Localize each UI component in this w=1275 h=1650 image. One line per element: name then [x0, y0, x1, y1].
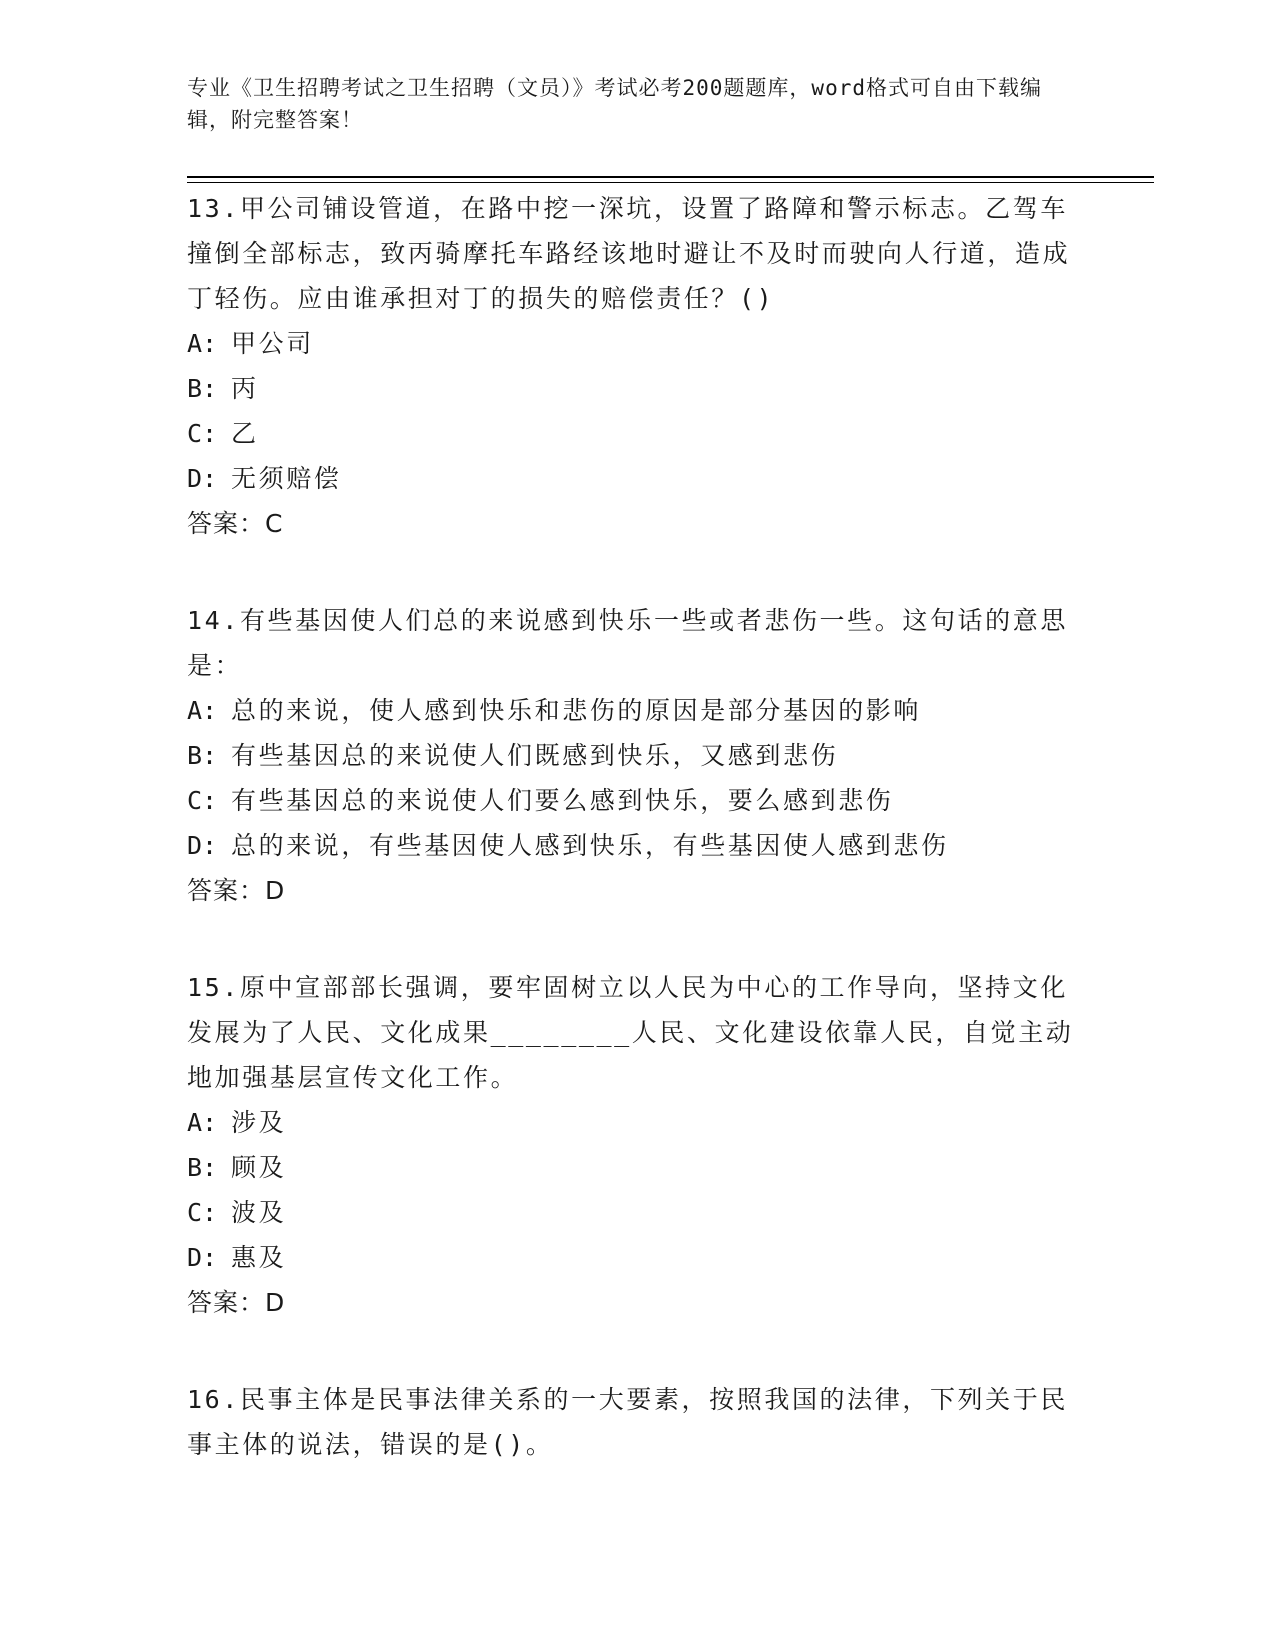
- option-text: 甲公司: [231, 329, 314, 358]
- option-list: [187, 321, 1077, 501]
- question-list: [187, 186, 1077, 1519]
- option-text: 有些基因总的来说使人们既感到快乐，又感到悲伤: [231, 741, 839, 770]
- option-d: [187, 1235, 1077, 1280]
- option-text: 惠及: [231, 1243, 287, 1272]
- question-stem: 13.甲公司铺设管道，在路中挖一深坑，设置了路障和警示标志。乙驾车撞倒全部标志，致丙骑摩托车路经该地时避让不及时而驶向人行道，造成丁轻伤。应由谁承担对丁的损失的赔偿责任？(): [187, 194, 1071, 313]
- option-key: A:: [187, 329, 218, 358]
- answer-line: 答案：D: [187, 876, 286, 905]
- option-text: 涉及: [231, 1108, 287, 1137]
- answer-line: 答案：D: [187, 1288, 286, 1317]
- answer-line: 答案：C: [187, 509, 284, 538]
- option-text: 总的来说，使人感到快乐和悲伤的原因是部分基因的影响: [231, 696, 922, 725]
- option-text: 无须赔偿: [231, 464, 342, 493]
- option-b: [187, 1145, 1077, 1190]
- option-a: [187, 1100, 1077, 1145]
- option-a: [187, 321, 1077, 366]
- question-16: [187, 1377, 1077, 1467]
- option-b: [187, 366, 1077, 411]
- header-divider-thin: [187, 182, 1154, 183]
- option-key: B:: [187, 1153, 218, 1182]
- option-list: [187, 688, 1077, 868]
- option-key: A:: [187, 696, 218, 725]
- option-key: C:: [187, 419, 218, 448]
- question-14: [187, 598, 1077, 913]
- option-text: 有些基因总的来说使人们要么感到快乐，要么感到悲伤: [231, 786, 894, 815]
- header-divider-thick: [187, 176, 1154, 178]
- question-15: [187, 965, 1077, 1325]
- option-d: [187, 823, 1077, 868]
- question-stem: 14.有些基因使人们总的来说感到快乐一些或者悲伤一些。这句话的意思是：: [187, 606, 1068, 680]
- option-b: [187, 733, 1077, 778]
- option-key: C:: [187, 786, 218, 815]
- option-key: D:: [187, 1243, 218, 1272]
- option-key: B:: [187, 374, 218, 403]
- option-a: [187, 688, 1077, 733]
- option-text: 波及: [231, 1198, 287, 1227]
- option-list: [187, 1100, 1077, 1280]
- option-c: [187, 778, 1077, 823]
- question-stem: 15.原中宣部部长强调，要牢固树立以人民为中心的工作导向，坚持文化发展为了人民、文化成果________人民、文化建设依靠人民，自觉主动地加强基层宣传文化工作。: [187, 973, 1074, 1092]
- option-text: 总的来说，有些基因使人感到快乐，有些基因使人感到悲伤: [231, 831, 949, 860]
- option-c: [187, 1190, 1077, 1235]
- question-13: [187, 186, 1077, 546]
- option-key: D:: [187, 831, 218, 860]
- option-text: 顾及: [231, 1153, 287, 1182]
- page-header: 专业《卫生招聘考试之卫生招聘（文员）》考试必考200题题库，word格式可自由下载编辑，附完整答案！: [187, 76, 1042, 132]
- question-stem: 16.民事主体是民事法律关系的一大要素，按照我国的法律，下列关于民事主体的说法，错误的是()。: [187, 1385, 1068, 1459]
- option-c: [187, 411, 1077, 456]
- option-key: C:: [187, 1198, 218, 1227]
- option-key: A:: [187, 1108, 218, 1137]
- option-text: 丙: [231, 374, 259, 403]
- option-d: [187, 456, 1077, 501]
- option-key: B:: [187, 741, 218, 770]
- option-key: D:: [187, 464, 218, 493]
- option-text: 乙: [231, 419, 259, 448]
